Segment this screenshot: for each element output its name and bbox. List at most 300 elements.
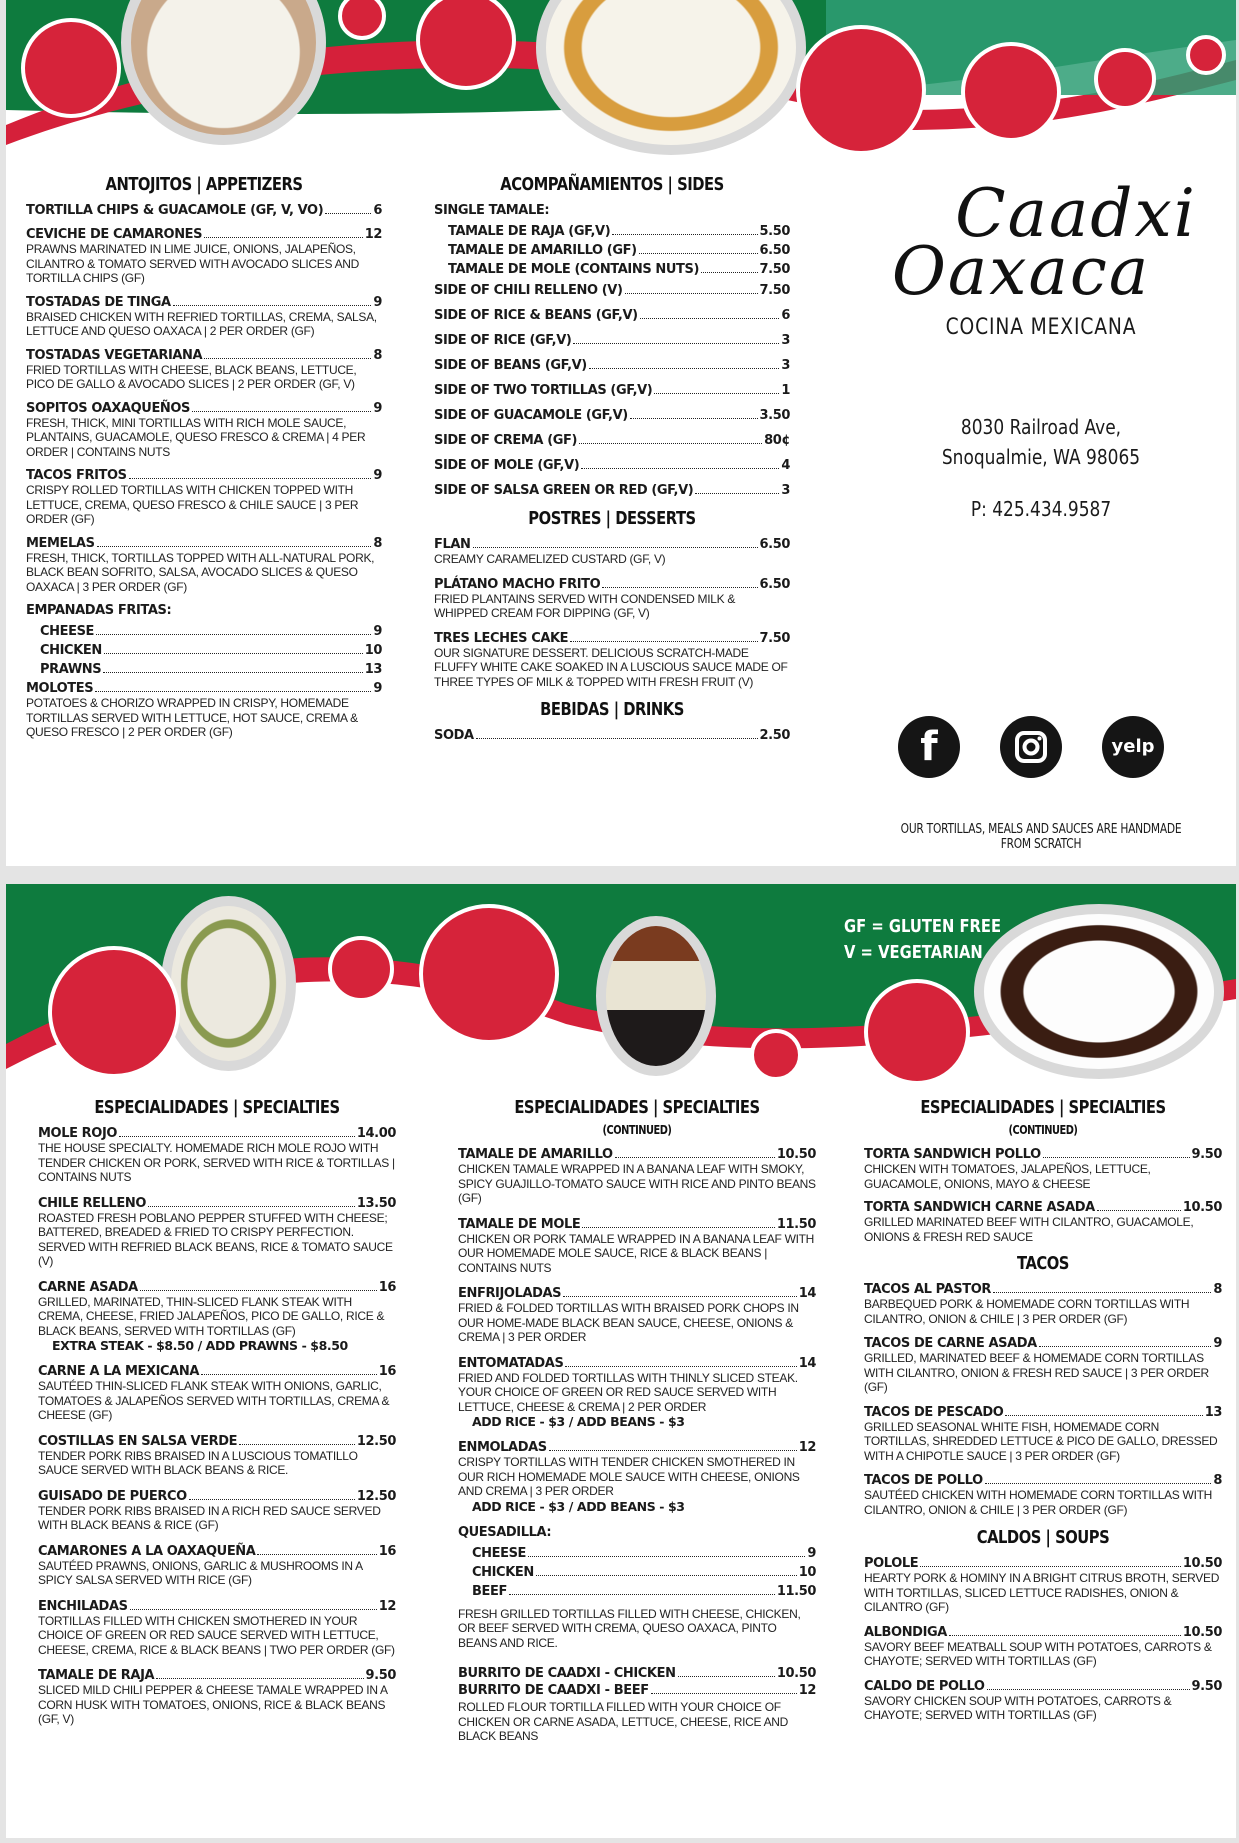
instagram-icon[interactable]: [1000, 716, 1062, 778]
menu-item: [458, 1217, 816, 1276]
legend-gf: GF = GLUTEN FREE: [844, 916, 1002, 937]
dot-leader: [949, 1635, 1181, 1636]
menu-item-line: [434, 383, 790, 398]
logo-name-line2: Oaxaca: [891, 233, 1151, 310]
menu-item-name: TORTA SANDWICH POLLO: [864, 1147, 1041, 1162]
drinks-title: BEBIDAS | DRINKS: [540, 699, 684, 720]
menu-item-desc: SAVORY BEEF MEATBALL SOUP WITH POTATOES, CARROTS & CHAYOTE; SERVED WITH TORTILLAS (GF): [864, 1639, 1212, 1668]
menu-item-price: 8: [373, 347, 382, 363]
menu-item-desc: FRESH, THICK, MINI TORTILLAS WITH RICH MOLE SAUCE, PLANTAINS, GUACAMOLE, QUESO FRESCO & CREMA | 4 PER ORDER | CONTAINS NUTS: [26, 415, 366, 459]
menu-item-name: TACOS AL PASTOR: [864, 1282, 991, 1297]
decor-circle: [864, 979, 970, 1085]
menu-item: [434, 483, 790, 498]
menu-item-price: 12: [378, 1598, 396, 1614]
menu-item-desc: TENDER PORK RIBS BRAISED IN A RICH RED SAUCE SERVED WITH BLACK BEANS & RICE (GF): [38, 1503, 381, 1532]
menu-item-desc: CRISPY ROLLED TORTILLAS WITH CHICKEN TOPPED WITH LETTUCE, CREMA, QUESO FRESCO & CHILE SAUCE | 3 PER ORDER (GF): [26, 483, 359, 526]
dot-leader: [536, 1575, 797, 1576]
menu-item: [864, 1200, 1222, 1244]
dot-leader: [602, 587, 757, 588]
menu-item-price: 3: [781, 333, 790, 348]
menu-item-price: 10.50: [776, 1666, 816, 1681]
dot-leader: [96, 634, 371, 635]
menu-item: [864, 1679, 1222, 1723]
menu-item-line: [38, 1434, 396, 1449]
menu-panel-front: [6, 0, 1236, 866]
menu-item-desc: SAUTÉED CHICKEN WITH HOMEMADE CORN TORTILLAS WITH CILANTRO, ONION & CHILE | 3 PER ORDER (GF): [864, 1488, 1213, 1517]
soups-title: CALDOS | SOUPS: [976, 1527, 1110, 1548]
menu-item-desc: GRILLED, MARINATED, THIN-SLICED FLANK STEAK WITH CREMA, CHEESE, FRIED JALAPEÑOS, PICO DE GALLO, RICE & BLACK BEANS, SERVED WITH TORTILLAS (GF): [38, 1294, 385, 1338]
menu-item-name: TOSTADAS DE TINGA: [26, 294, 171, 310]
menu-item-desc: CREAMY CARAMELIZED CUSTARD (GF, V): [434, 552, 666, 566]
dot-leader: [129, 478, 372, 479]
menu-item-desc: FRIED PLANTAINS SERVED WITH CONDENSED MILK & WHIPPED CREAM FOR DIPPING (GF, V): [434, 591, 736, 620]
menu-item-line: [38, 1489, 396, 1504]
dot-leader: [549, 1450, 797, 1451]
menu-item-name: SIDE OF TWO TORTILLAS (GF,V): [434, 383, 653, 398]
menu-item-price: 6: [781, 308, 790, 323]
menu-item-name: BEEF: [472, 1583, 507, 1599]
menu-item-line: [40, 643, 382, 658]
menu-item-desc: CHICKEN WITH TOMATOES, JALAPEÑOS, LETTUCE, GUACAMOLE, ONIONS, MAYO & CHEESE: [864, 1162, 1151, 1191]
menu-item-name: CHEESE: [472, 1545, 527, 1561]
dot-leader: [130, 1609, 377, 1610]
menu-item-price: 9: [373, 624, 382, 639]
dot-leader: [192, 411, 371, 412]
menu-item-price: 11.50: [776, 1583, 816, 1599]
menu-item-line: [26, 295, 382, 310]
decor-circle: [750, 1029, 802, 1081]
dot-leader: [640, 318, 780, 319]
menu-item-name: SIDE OF BEANS (GF,V): [434, 358, 587, 373]
menu-item-price: 12: [798, 1683, 816, 1698]
menu-item-line: [38, 1668, 396, 1683]
dot-leader: [920, 1566, 1181, 1567]
menu-item-line: [38, 1126, 396, 1141]
menu-item: [434, 283, 790, 298]
menu-item-name: SIDE OF RICE & BEANS (GF,V): [434, 308, 638, 323]
menu-item-desc: CRISPY TORTILLAS WITH TENDER CHICKEN SMOTHERED IN OUR RICH HOMEMADE MOLE SAUCE WITH CHEESE, ONIONS AND CREMA | 3 PER ORDER: [458, 1455, 800, 1498]
menu-item-price: 9.50: [365, 1668, 396, 1683]
menu-item-line: [864, 1200, 1222, 1215]
menu-item: [864, 1625, 1222, 1669]
menu-item-desc: FRIED AND FOLDED TORTILLAS WITH THINLY SLICED STEAK. YOUR CHOICE OF GREEN OR RED SAUCE SERVED WITH LETTUCE, CHEESE & CREMA | 2 PER ORDER: [458, 1370, 798, 1414]
menu-item-price: 9: [373, 681, 382, 696]
address-line2: Snoqualmie, WA 98065: [941, 445, 1141, 469]
menu-item: [458, 1286, 816, 1345]
facebook-icon[interactable]: f: [898, 716, 960, 778]
decor-circle: [21, 18, 121, 118]
menu-item-price: 16: [378, 1543, 396, 1559]
menu-item-name: POLOLE: [864, 1556, 919, 1571]
tacos-title: TACOS: [1017, 1253, 1069, 1274]
menu-item-name: CARNE A LA MEXICANA: [38, 1364, 199, 1379]
menu-item-line: [864, 1147, 1222, 1162]
menu-item-line: [38, 1280, 396, 1295]
dot-leader: [509, 1594, 775, 1595]
dot-leader: [993, 1292, 1211, 1293]
decor-circle: [1094, 48, 1156, 110]
dot-leader: [701, 272, 757, 273]
menu-item-price: 8: [1213, 1473, 1222, 1488]
menu-item-price: 7.50: [759, 262, 790, 277]
menu-item: [458, 1565, 816, 1580]
menu-item-name: TACOS DE PESCADO: [864, 1404, 1004, 1420]
menu-item-price: 3: [781, 358, 790, 373]
decor-circle: [48, 946, 180, 1078]
menu-item-price: 10.50: [776, 1147, 816, 1162]
menu-item-name: SIDE OF MOLE (GF,V): [434, 458, 580, 473]
dot-leader: [615, 1157, 775, 1158]
specialties-title-3-text: ESPECIALIDADES | SPECIALTIES: [920, 1097, 1166, 1118]
dot-leader: [639, 253, 758, 254]
phone-number: P: 425.434.9587: [970, 497, 1112, 521]
menu-item-desc: SLICED MILD CHILI PEPPER & CHEESE TAMALE WRAPPED IN A CORN HUSK WITH TOMATOES, ONIONS, RICE & BLACK BEANS (GF, V): [38, 1683, 388, 1726]
menu-item: [26, 203, 382, 218]
specialties-title-1: ESPECIALIDADES | SPECIALTIES: [94, 1097, 340, 1118]
menu-item: [434, 631, 790, 690]
menu-item-line: [434, 728, 790, 743]
menu-item-line: [864, 1679, 1222, 1694]
menu-item-desc: TENDER PORK RIBS BRAISED IN A LUSCIOUS TOMATILLO SAUCE SERVED WITH BLACK BEANS & RICE.: [38, 1448, 358, 1477]
specialties-title-3: [896, 1097, 1190, 1139]
menu-item-name: TORTILLA CHIPS & GUACAMOLE (GF, V, VO): [26, 203, 324, 218]
dot-leader: [612, 234, 757, 235]
quesadilla-label: QUESADILLA:: [458, 1524, 552, 1540]
dot-leader: [579, 443, 762, 444]
menu-item: [434, 358, 790, 373]
menu-item-name: FLAN: [434, 537, 471, 552]
menu-item: [434, 224, 790, 239]
menu-item-price: 2.50: [759, 728, 790, 743]
menu-item-extra: ADD RICE - $3 / ADD BEANS - $3: [472, 1414, 685, 1429]
menu-item: [864, 1556, 1222, 1615]
menu-item-price: 10: [798, 1564, 816, 1580]
menu-item-line: [434, 631, 790, 646]
menu-item: [434, 383, 790, 398]
menu-item: [434, 262, 790, 277]
menu-item-price: 10.50: [1182, 1200, 1222, 1215]
menu-item-name: ENFRIJOLADAS: [458, 1286, 562, 1301]
menu-item-desc: OUR SIGNATURE DESSERT. DELICIOUS SCRATCH-MADE FLUFFY WHITE CAKE SOAKED IN A LUSCIOUS SAUCE MADE OF THREE TYPES OF MILK & TOPPED WITH FRESH FRUIT (V): [434, 645, 788, 689]
menu-item: [434, 433, 790, 448]
menu-item-name: TACOS DE CARNE ASADA: [864, 1336, 1037, 1351]
menu-item-name: CALDO DE POLLO: [864, 1678, 985, 1694]
menu-item-line: [448, 262, 790, 277]
menu-item-name: TRES LECHES CAKE: [434, 630, 569, 646]
menu-item-price: 9.50: [1191, 1147, 1222, 1162]
menu-item-desc: SAVORY CHICKEN SOUP WITH POTATOES, CARROTS & CHAYOTE; SERVED WITH TORTILLAS (GF): [864, 1693, 1172, 1722]
menu-item: [434, 728, 790, 743]
menu-item: [434, 308, 790, 323]
menu-item-desc: GRILLED, MARINATED BEEF & HOMEMADE CORN TORTILLAS WITH CILANTRO, ONION & FRESH RED SAUCE | 3 PER ORDER (GF): [864, 1351, 1209, 1394]
dot-leader: [1039, 1346, 1212, 1347]
menu-item-price: 5.50: [759, 224, 790, 239]
menu-item-desc: TORTILLAS FILLED WITH CHICKEN SMOTHERED IN YOUR CHOICE OF GREEN OR RED SAUCE SERVED WITH LETTUCE, CHEESE, CREMA, RICE & BLACK BEANS | TWO PER ORDER (GF): [38, 1613, 395, 1657]
menu-item-price: 13: [364, 662, 382, 677]
menu-item-line: [864, 1556, 1222, 1571]
menu-item: [26, 624, 382, 639]
menu-item-name: PRAWNS: [40, 662, 102, 677]
menu-item: [434, 458, 790, 473]
dot-leader: [156, 1678, 363, 1679]
menu-item-desc: THE HOUSE SPECIALTY. HOMEMADE RICH MOLE ROJO WITH TENDER CHICKEN OR PORK, SERVED WITH RICE & TORTILLAS | CONTAINS NUTS: [38, 1141, 395, 1184]
menu-item-name: SIDE OF CHILI RELLENO (V): [434, 283, 623, 298]
menu-item: [26, 536, 382, 595]
menu-item-line: [434, 458, 790, 473]
dot-leader: [582, 1227, 775, 1228]
menu-item-line: [458, 1286, 816, 1301]
dot-leader: [581, 468, 779, 469]
menu-item-line: [434, 433, 790, 448]
menu-item-name: TAMALE DE AMARILLO (GF): [448, 243, 637, 258]
menu-item-price: 14.00: [356, 1126, 396, 1141]
menu-item: [26, 662, 382, 677]
menu-item-name: TAMALE DE RAJA: [38, 1668, 155, 1683]
menu-item-price: 6.50: [759, 243, 790, 258]
menu-item: [434, 537, 790, 567]
yelp-icon[interactable]: yelp: [1102, 716, 1164, 778]
menu-item-name: TAMALE DE AMARILLO: [458, 1147, 613, 1162]
menu-item-price: 80¢: [764, 433, 790, 448]
menu-panel-back: [6, 884, 1236, 1838]
menu-item-line: [434, 537, 790, 552]
menu-item-line: [38, 1544, 396, 1559]
menu-item-desc: PRAWNS MARINATED IN LIME JUICE, ONIONS, JALAPEÑOS, CILANTRO & TOMATO SERVED WITH AVOCADO SLICES AND TORTILLA CHIPS (GF): [26, 242, 360, 285]
menu-item-line: [458, 1683, 816, 1698]
dot-leader: [1005, 1415, 1202, 1416]
menu-item-line: [864, 1473, 1222, 1488]
menu-item-price: 9: [373, 400, 382, 416]
menu-item-desc: SAUTÉED THIN-SLICED FLANK STEAK WITH ONIONS, GARLIC, TOMATOES & JALAPEÑOS SERVED WITH TORTILLAS, CREMA & CHEESE (GF): [38, 1379, 390, 1422]
menu-item-name: TAMALE DE MOLE (CONTAINS NUTS): [448, 262, 700, 277]
menu-item-line: [458, 1356, 816, 1371]
menu-item-price: 16: [378, 1364, 396, 1379]
menu-item-name: SIDE OF GUACAMOLE (GF,V): [434, 408, 628, 423]
menu-item-price: 8: [1213, 1282, 1222, 1297]
appetizers-column: [26, 168, 382, 740]
menu-item-line: [448, 243, 790, 258]
menu-item-desc: GRILLED MARINATED BEEF WITH CILANTRO, GUACAMOLE, ONIONS & FRESH RED SAUCE: [864, 1215, 1194, 1244]
menu-item-line: [40, 662, 382, 677]
menu-item: [458, 1147, 816, 1206]
decor-circle: [328, 936, 394, 1002]
dot-leader: [189, 1499, 355, 1500]
specialties-column-2: [458, 1091, 816, 1744]
dot-leader: [1097, 1210, 1181, 1211]
menu-item-name: TAMALE DE MOLE: [458, 1216, 581, 1232]
continued-label: (CONTINUED): [1008, 1123, 1078, 1137]
menu-item: [434, 408, 790, 423]
menu-item-price: 4: [781, 458, 790, 473]
menu-item: [38, 1434, 396, 1478]
menu-item-name: CARNE ASADA: [38, 1279, 138, 1295]
menu-item-name: TACOS DE POLLO: [864, 1473, 983, 1488]
dot-leader: [563, 1296, 797, 1297]
menu-item-line: [864, 1625, 1222, 1640]
specialties-column-1: [38, 1091, 396, 1738]
empanadas-label: EMPANADAS FRITAS:: [26, 603, 172, 618]
menu-item-price: 6: [373, 203, 382, 218]
menu-item: [864, 1336, 1222, 1395]
dot-leader: [678, 1676, 775, 1677]
decor-circle: [419, 904, 559, 1044]
menu-item-line: [434, 308, 790, 323]
menu-item-price: 9.50: [1191, 1678, 1222, 1694]
dot-leader: [985, 1483, 1212, 1484]
dot-leader: [148, 1206, 355, 1207]
legend-v: V = VEGETARIAN: [844, 942, 983, 963]
menu-item-line: [472, 1546, 816, 1561]
dot-leader: [651, 1693, 797, 1694]
menu-item-line: [26, 536, 382, 551]
menu-item-price: 10: [364, 643, 382, 658]
menu-item-line: [458, 1217, 816, 1232]
menu-item-desc: GRILLED SEASONAL WHITE FISH, HOMEMADE CORN TORTILLAS, SHREDDED LETTUCE & PICO DE GALLO, DRESSED WITH A CHIPOTLE SAUCE | 3 PER ORDER (GF): [864, 1419, 1218, 1463]
menu-item-name: SOPITOS OAXAQUEÑOS: [26, 400, 191, 416]
menu-item-line: [864, 1405, 1222, 1420]
menu-item-price: 12: [798, 1440, 816, 1455]
menu-item-line: [26, 203, 382, 218]
dot-leader: [573, 343, 779, 344]
menu-item-line: [472, 1565, 816, 1580]
menu-item: [26, 681, 382, 740]
dot-leader: [104, 653, 363, 654]
menu-item: [38, 1126, 396, 1185]
dot-leader: [528, 1556, 805, 1557]
menu-item-name: TACOS FRITOS: [26, 468, 127, 483]
menu-item-price: 9: [807, 1545, 816, 1561]
menu-item: [26, 401, 382, 460]
menu-item-desc: BRAISED CHICKEN WITH REFRIED TORTILLAS, CREMA, SALSA, LETTUCE AND QUESO OAXACA | 2 PER ORDER (GF): [26, 309, 377, 338]
dot-leader: [239, 1444, 355, 1445]
menu-item-name: MEMELAS: [26, 535, 95, 551]
menu-item-price: 12: [364, 227, 382, 242]
menu-item-extra: ADD RICE - $3 / ADD BEANS - $3: [472, 1498, 685, 1514]
menu-item-line: [434, 577, 790, 592]
menu-item-line: [26, 348, 382, 363]
menu-item-desc: CHICKEN OR PORK TAMALE WRAPPED IN A BANANA LEAF WITH OUR HOMEMADE MOLE SAUCE, RICE & BLACK BEANS | CONTAINS NUTS: [458, 1231, 815, 1275]
menu-item-desc: SAUTÉED PRAWNS, ONIONS, GARLIC & MUSHROOMS IN A SPICY SALSA SERVED WITH RICE (GF): [38, 1558, 363, 1587]
menu-item-desc: BARBEQUED PORK & HOMEMADE CORN TORTILLAS WITH CILANTRO, ONION & CHILE | 3 PER ORDER (GF): [864, 1297, 1190, 1326]
menu-item-price: 13.50: [356, 1195, 396, 1211]
dot-leader: [103, 672, 363, 673]
menu-item: [434, 243, 790, 258]
menu-item: [38, 1280, 396, 1354]
quesadilla-desc: FRESH GRILLED TORTILLAS FILLED WITH CHEESE, CHICKEN, OR BEEF SERVED WITH CREMA, QUESO OAXACA, PINTO BEANS AND RICE.: [458, 1606, 801, 1650]
specialties-column-3: [864, 1091, 1222, 1733]
menu-item-desc: ROASTED FRESH POBLANO PEPPER STUFFED WITH CHEESE; BATTERED, BREADED & FRIED TO CRISPY PERFECTION. SERVED WITH REFRIED BLACK BEANS, RICE & TOMATO SAUCE (V): [38, 1210, 393, 1268]
menu-item-line: [458, 1440, 816, 1455]
decor-circle: [1186, 35, 1226, 75]
restaurant-info: [856, 175, 1226, 524]
menu-item-name: SODA: [434, 728, 474, 743]
menu-item-line: [26, 227, 382, 242]
menu-item-price: 6.50: [759, 537, 790, 552]
menu-item-name: CAMARONES A LA OAXAQUEÑA: [38, 1543, 256, 1559]
dot-leader: [630, 418, 758, 419]
menu-item-line: [26, 401, 382, 416]
menu-item-name: SIDE OF RICE (GF,V): [434, 333, 572, 348]
menu-item: [864, 1282, 1222, 1326]
dot-leader: [119, 1136, 355, 1137]
menu-item-desc: FRIED TORTILLAS WITH CHEESE, BLACK BEANS, LETTUCE, PICO DE GALLO & AVOCADO SLICES | 2 PER ORDER (GF, V): [26, 362, 357, 391]
logo-subtitle: COCINA MEXICANA: [945, 315, 1137, 340]
menu-item-price: 8: [373, 535, 382, 551]
menu-item-desc: FRESH, THICK, TORTILLAS TOPPED WITH ALL-NATURAL PORK, BLACK BEAN SOFRITO, SALSA, AVOCADO SLICES & QUESO OAXACA | 3 PER ORDER (GF): [26, 550, 375, 594]
menu-item: [864, 1147, 1222, 1191]
menu-item-price: 3.50: [759, 408, 790, 423]
menu-item: [38, 1196, 396, 1269]
decor-circle: [961, 42, 1061, 142]
food-photo-mole: [974, 904, 1224, 1079]
menu-item-line: [434, 283, 790, 298]
menu-item: [38, 1364, 396, 1423]
menu-item: [38, 1668, 396, 1727]
menu-item-name: COSTILLAS EN SALSA VERDE: [38, 1433, 238, 1449]
menu-item-name: CHEESE: [40, 624, 95, 639]
specialties-title-2: [490, 1097, 784, 1139]
menu-item: [26, 643, 382, 658]
menu-item-name: TAMALE DE RAJA (GF,V): [448, 224, 611, 239]
dot-leader: [201, 1374, 377, 1375]
menu-item-price: 9: [1213, 1336, 1222, 1351]
menu-item: [458, 1584, 816, 1599]
menu-item-price: 16: [378, 1279, 396, 1295]
menu-item-line: [434, 483, 790, 498]
menu-item: [458, 1666, 816, 1681]
menu-item-line: [434, 333, 790, 348]
menu-item: [458, 1440, 816, 1514]
menu-item-name: TOSTADAS VEGETARIANA: [26, 347, 203, 363]
dot-leader: [204, 358, 371, 359]
diet-legend: [844, 914, 1001, 966]
dot-leader: [570, 641, 757, 642]
menu-item-price: 7.50: [759, 283, 790, 298]
food-photo-rice-beans: [596, 916, 716, 1076]
menu-item-name: BURRITO DE CAADXI - BEEF: [458, 1683, 649, 1698]
logo-name-line1: Caadxi: [955, 175, 1197, 252]
menu-item-desc: HEARTY PORK & HOMINY IN A BRIGHT CITRUS BROTH, SERVED WITH TORTILLAS, SLICED LETTUCE RADISHES, ONION & CILANTRO (GF): [864, 1571, 1220, 1614]
dot-leader: [173, 305, 372, 306]
menu-item: [864, 1473, 1222, 1517]
menu-item-name: ALBONDIGA: [864, 1624, 947, 1640]
menu-item-price: 13: [1204, 1404, 1222, 1420]
dot-leader: [476, 738, 758, 739]
dot-leader: [1043, 1157, 1190, 1158]
menu-item-line: [38, 1196, 396, 1211]
handmade-tagline: OUR TORTILLAS, MEALS AND SAUCES ARE HANDMADE FROM SCRATCH: [900, 822, 1182, 852]
menu-item-price: 11.50: [776, 1216, 816, 1232]
menu-item-price: 6.50: [759, 576, 790, 592]
menu-item: [26, 468, 382, 527]
dot-leader: [565, 1366, 796, 1367]
dot-leader: [695, 493, 779, 494]
menu-item-name: GUISADO DE PUERCO: [38, 1488, 187, 1504]
dot-leader: [95, 691, 371, 692]
menu-item-price: 1: [781, 383, 790, 398]
menu-item-line: [38, 1364, 396, 1379]
menu-item: [26, 227, 382, 286]
menu-item: [26, 348, 382, 392]
menu-item: [434, 333, 790, 348]
menu-item: [458, 1356, 816, 1430]
menu-item: [458, 1683, 816, 1698]
menu-item-name: TORTA SANDWICH CARNE ASADA: [864, 1200, 1095, 1215]
dot-leader: [589, 368, 780, 369]
menu-item-line: [40, 624, 382, 639]
menu-item-name: SIDE OF SALSA GREEN OR RED (GF,V): [434, 483, 694, 498]
menu-item-line: [26, 681, 382, 696]
